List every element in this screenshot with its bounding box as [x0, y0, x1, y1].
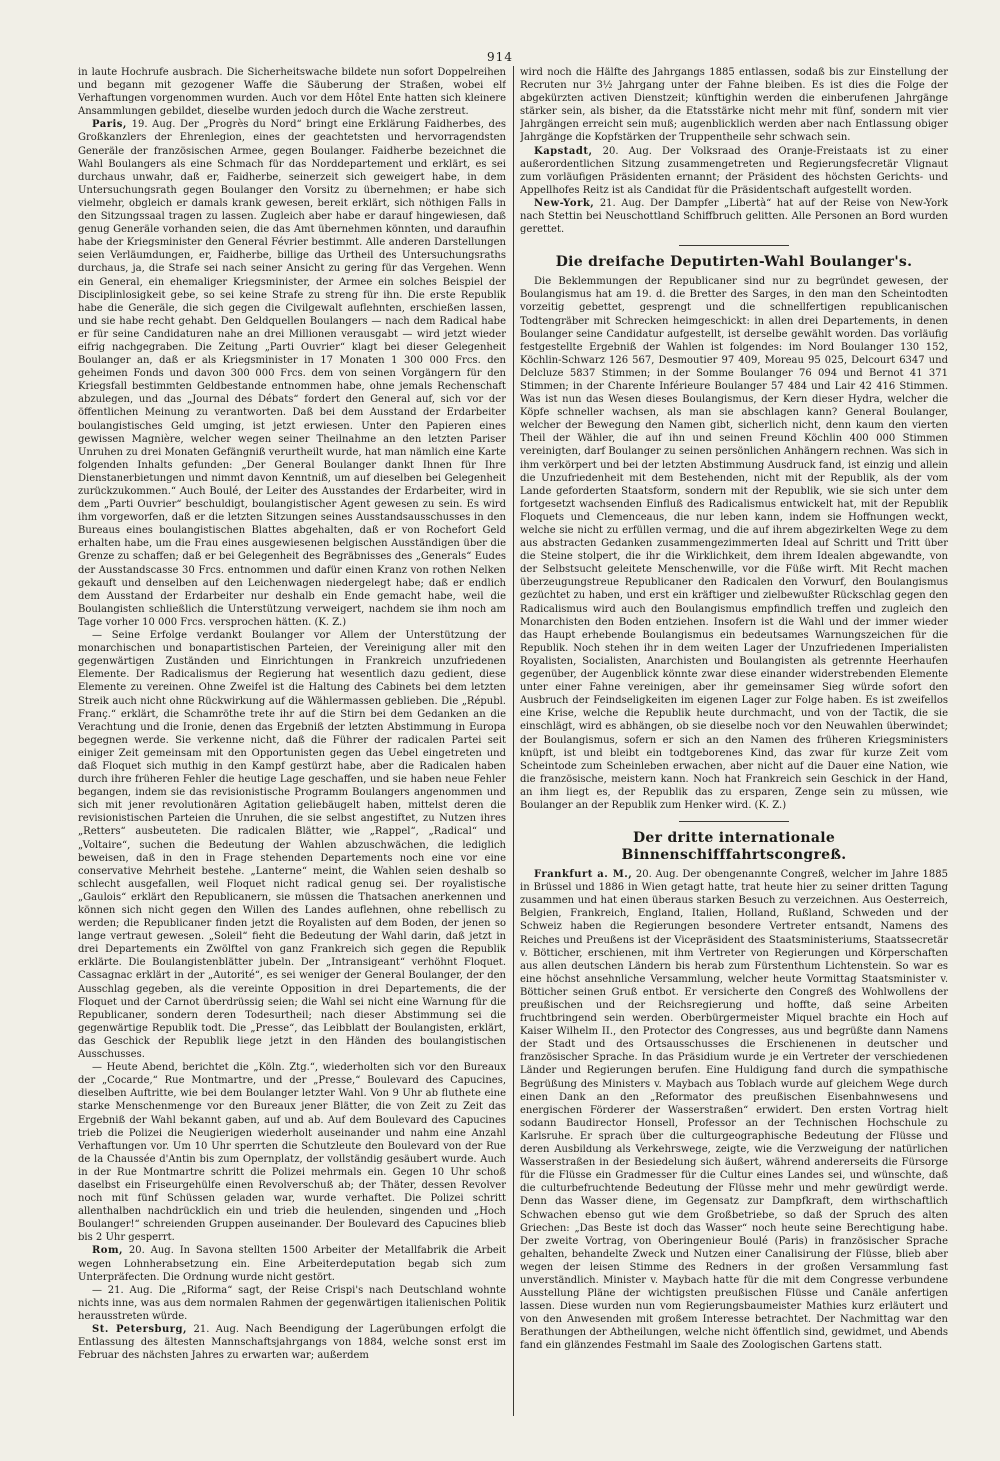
- dateline-newyork: New-York,: [534, 197, 595, 209]
- article-text: — 21. Aug. Die „Riforma“ sagt, der Reise Crispi's nach Deutschland wohnte nichts inne, was aus dem normalen Rahmen der gegenwärtigen italienischen Politik herausstreten würde.: [78, 1284, 506, 1322]
- page-number: 914: [487, 50, 513, 64]
- article-text: 20. Aug. Der Volksraad des Oranje-Freistaats ist zu einer außerordentlichen Sitzung zusammengetreten und Regierungsfecretär Vlignaut zum vorläufigen Präsidenten ernannt; der Präsident des höchsten Gerichts- und Appellhofes Reitz ist als Candidat für die Präsidentschaft aufgestellt worden.: [520, 145, 948, 196]
- article-text: wird noch die Hälfte des Jahrgangs 1885 entlassen, sodaß bis zur Einstellung der Recruten nur 3½ Jahrgang unter der Fahne bleiben. Es ist dies die Folge der abgekürzten activen Dienstzeit; künftighin werden die einberufenen Jahrgänge stärker sein, als bisher, da die Etatsstärke nicht mehr mit fünf, sondern mit vier Jahrgängen erreicht sein muß; augenblicklich werden aber nach Entlassung obiger Jahrgänge die Kopfstärken der Truppentheile sehr schwach sein.: [520, 67, 948, 144]
- dateline-rom: Rom,: [92, 1245, 124, 1257]
- dateline-petersburg: St. Petersburg,: [92, 1324, 188, 1335]
- article-text: 20. Aug. In Savona stellten 1500 Arbeiter der Metallfabrik die Arbeit wegen Lohnherabsetzung ein. Eine Arbeiterdeputation begab sich zum Unterpräfecten. Die Ordnung wurde nicht gestört.: [78, 1245, 506, 1283]
- column-divider: [513, 66, 514, 1416]
- dispatch-petersburg: [78, 1323, 506, 1362]
- article-text: 21. Aug. Nach Beendigung der Lagerübungen erfolgt die Entlassung des ältesten Mannschaftsjahrgangs von 1884, welche sonst erst im Februar des nächsten Jahres zu erwarten war; außerdem: [78, 1324, 506, 1362]
- left-column: [78, 66, 506, 1416]
- dateline-paris: Paris,: [92, 119, 127, 131]
- article-text: Die Beklemmungen der Republicaner sind nur zu begründet gewesen, der Boulangismus hat am 19. d. die Bretter des Sarges, in den man den Scheintodten vorzeitig gebettet, gesprengt und die schnellfertigen republicanischen Todtengräber mit Schrecken heimgeschickt: in allen drei Departements, in denen Boulanger seine Candidatur aufgestellt, ist derselbe gewählt worden. Das vorläufig festgestellte Ergebniß der Wahlen ist folgendes: im Nord Boulanger 130 152, Köchlin-Schwarz 126 567, Desmoutier 97 409, Moreau 95 025, Delcourt 6347 und Delcluze 5837 Stimmen; in der Somme Boulanger 76 094 und Bernot 41 371 Stimmen; in der Charente Inférieure Boulanger 57 484 und Lair 42 416 Stimmen. Was ist nun das Wesen dieses Boulangismus, der Kern dieser Hydra, welcher die Köpfe schneller wachsen, als man sie abschlagen kann? General Boulanger, welcher der Bewegung den Namen gibt, sicherlich nicht, denn kaum den vierten Theil der Wähler, die auf ihn und seinen Freund Köchlin 400 000 Stimmen vereinigten, darf Boulanger zu seinen persönlichen Anhängern rechnen. Was sich in ihm verkörpert und bei der letzten Abstimmung Ausdruck fand, ist einzig und allein die Unzufriedenheit mit dem Bestehenden, nicht mit der Republik, als der vom Lande geforderten Staatsform, sondern mit der Republik, wie sie sich unter dem fortgesetzt wachsenden Einfluß des Radicalismus entwickelt hat, mit der Republik Floquets und Clemenceaus, die nur leben kann, indem sie Hoffnungen weckt, welche sie nicht zu erfüllen vermag, und die auf ihrem abgezirkelten Wege zu dem aus abstracten Gedanken zusammengezimmerten Ideal auf Schritt und Tritt über die Steine stolpert, die ihr die Wirklichkeit, dem ihrem Idealen abgewandte, von der Selbstsucht geleitete Menschenwille, vor die Füße wirft. Mit Recht machen überzeugungstreue Republicaner den Radicalen den Vorwurf, den Boulangismus gezüchtet zu haben, und erst ein kräftiger und zielbewußter Rückschlag gegen den Radicalismus wird auch den Boulangismus empfindlich treffen und zugleich den Monarchisten den Boden entziehen. Insofern ist die Wahl und der immer wieder das Haupt erhebende Boulangismus ein bedeutsames Warnungszeichen für die Republik. Noch stehen ihr in dem weiten Lager der Unzufriedenen Imperialisten Royalisten, Socialisten, Anarchisten und Boulangisten als getrennte Heerhaufen gegenüber, der Augenblick könnte zwar diese einander widerstrebenden Elemente unter einer Fahne vereinigen, aber ihr gemeinsamer Sieg würde sofort den Ausbruch der Feindseligkeiten im eigenen Lager zur Folge haben. Es ist zweifellos eine Krise, welche die Republik heute durchmacht, und von der Tactik, die sie einschlägt, wird es abhängen, ob sie dieselbe noch vor den Neuwahlen überwindet; der Boulangismus, sofern er sich an den Namen des früheren Kriegsministers knüpft, ist und bleibt ein todtgeborenes Kind, das zwar für kurze Zeit vom Scheintode zum Scheinleben erwachen, aber nicht auf die Dauer eine Nation, wie die französische, meistern kann. Noch hat Frankreich sein Geschick in der Hand, an ihm liegt es, der Republik das zu ersparen, Zenge sein zu müssen, wie Boulanger an der Republik zum Henker wird. (K. Z.): [520, 276, 948, 811]
- section-divider: [679, 821, 789, 822]
- article-heading: Der dritte internationale Binnenschifffahrtscongreß.: [621, 830, 847, 864]
- dateline-frankfurt: Frankfurt a. M.,: [534, 869, 633, 881]
- dispatch-kapstadt: [520, 145, 948, 197]
- dispatch-newyork: [520, 197, 948, 236]
- article-text: 21. Aug. Der Dampfer „Libertà“ hat auf der Reise von New-York nach Stettin bei Neuschottland Schiffbruch gelitten. Alle Personen an Bord wurden gerettet.: [520, 197, 948, 236]
- right-column: [520, 66, 948, 1416]
- section-divider: [679, 245, 789, 246]
- article-text: in laute Hochrufe ausbrach. Die Sicherheitswache bildete nun sofort Doppelreihen und begann mit gezogener Waffe die Säuberung der Straßen, wobei elf Verhaftungen vorgenommen wurden. Auch vor dem Hôtel Ente hatten sich kleinere Ansammlungen gebildet, dieselbe wurden jedoch durch die Wache zerstreut.: [78, 67, 506, 118]
- article-text: — Heute Abend, berichtet die „Köln. Ztg.“, wiederholten sich vor den Bureaux der „Cocarde,“ Rue Montmartre, und der „Presse,“ Boulevard des Capucines, dieselben Auftritte, wie bei dem Boulanger letzter Wahl. Von 9 Uhr ab fluthete eine starke Menschenmenge vor den Bureaux jener Blätter, die von Zeit zu Zeit das Ergebniß der Wahl bekannt gaben, auf und ab. Auf dem Boulevard des Capucines trieb die Polizei die Neugierigen wiederholt auseinander und nahm eine Anzahl Verhaftungen vor. Um 10 Uhr sperrten die Schutzleute den Boulevard von der Rue de la Chaussée d'Antin bis zum Opernplatz, der vollständig gesäubert wurde. Auch in der Rue Montmartre schritt die Polizei mehrmals ein. Gegen 10 Uhr schoß daselbst ein Friseurgehülfe einen Revolverschuß ab; der Thäter, dessen Revolver noch mit fünf Schüssen geladen war, wurde verhaftet. Die Polizei schritt allenthalben nachdrücklich ein und trieb die heulenden, singenden und „Hoch Boulanger!“ schreienden Gruppen auseinander. Der Boulevard des Capucines blieb bis 2 Uhr gesperrt.: [78, 1062, 506, 1244]
- dispatch-frankfurt: [520, 868, 948, 1352]
- dispatch-paris: [78, 118, 506, 629]
- article-text: 19. Aug. Der „Progrès du Nord“ bringt eine Erklärung Faidherbes, des Großkanzlers der Ehrenlegion, eines der geachtetsten und hervorragendsten Generäle der französischen Armee, gegen Boulanger. Faidherbe bezeichnet die Wahl Boulangers als eine Schmach für das Norddepartement und erklärt, es sei durchaus unwahr, daß er, Faidherbe, seinerzeit sich geweigert habe, in dem Untersuchungsrath gegen Boulanger den Vorsitz zu übernehmen; er habe sich vielmehr, obgleich er damals krank gewesen, bereit erklärt, sich nöthigen Falls in den Sitzungssaal tragen zu lassen. Zugleich aber habe er darauf hingewiesen, daß genug Generäle vorhanden seien, die das Amt übernehmen könnten, und daraufhin habe der Kriegsminister den General Février bestimmt. Alle anderen Darstellungen seien Verläumdungen, er, Faidherbe, billige das Urtheil des Untersuchungsraths durchaus, ja, die Strafe sei nach seiner Ansicht zu gering für das Vergehen. Wenn ein General, ein ehemaliger Kriegsminister, der Armee ein solches Beispiel der Disciplinlosigkeit gebe, so sei keine Strafe zu streng für ihn. Die erste Republik habe die Generäle, die sich gegen die Civilgewalt auflehnten, erschießen lassen, und sie habe recht gehabt. Den Geldquellen Boulangers — nach dem Radical habe er für seine Candidaturen nahe an drei Millionen verausgabt — wird jetzt wieder eifrig nachgegraben. Die Zeitung „Parti Ouvrier“ klagt bei dieser Gelegenheit Boulanger an, daß er als Kriegsminister in 17 Monaten 1 300 000 Frcs. den geheimen Fonds und davon 300 000 Frcs. dem von seinen Vorgängern für den Kriegsfall bestimmten Geldbestande entnommen habe, ohne jemals Rechenschaft abzulegen, und das „Journal des Débats“ fordert den General auf, sich vor der öffentlichen Meinung zu verantworten. Daß bei dem Ausstand der Erdarbeiter boulangistisches Geld umging, ist jetzt erwiesen. Unter den Papieren eines gewissen Magnière, welcher wegen seiner Theilnahme an den letzten Pariser Unruhen zu drei Monaten Gefängniß verurtheilt wurde, hat man nämlich eine Karte folgenden Inhalts gefunden: „Der General Boulanger dankt Ihnen für Ihre Dienstanerbietungen und nimmt davon Kenntniß, um auf dieselben bei Gelegenheit zurückzukommen.“ Auch Boulé, der Leiter des Ausstandes der Erdarbeiter, wird in dem „Parti Ouvrier“ beschuldigt, boulangistischer Agent gewesen zu sein. Es wird ihm vorgeworfen, daß er die letzten Sitzungen seines Ausstandsausschusses in den Bureaus eines boulangistischen Blattes abgehalten, daß er von Rochefort Geld erhalten habe, um die Frau eines ausgewiesenen belgischen Ausständigen über die Grenze zu schaffen; daß er bei Gelegenheit des Begräbnisses des „Generals“ Eudes der Ausstandscasse 30 Frcs. entnommen und dafür einen Kranz von rothen Nelken gekauft und denselben auf den Leichenwagen niedergelegt habe; daß er endlich dem Ausstand der Erdarbeiter nur deshalb ein Ende gemacht habe, weil die Boulangisten schließlich die Unterstützung verweigert, nachdem sie ihm noch am Tage vorher 10 000 Frcs. versprochen hätten. (K. Z.): [78, 119, 506, 628]
- dateline-kapstadt: Kapstadt,: [534, 145, 593, 157]
- dispatch-rom: [78, 1244, 506, 1283]
- article-text: 20. Aug. Der obengenannte Congreß, welcher im Jahre 1885 in Brüssel und 1886 in Wien getagt hatte, trat heute hier zu seiner dritten Tagung zusammen und hat einen überaus starken Besuch zu verzeichnen. Aus Oesterreich, Belgien, Frankreich, England, Italien, Holland, Rußland, Schweden und der Schweiz haben die Regierungen besondere Vertreter entsandt, Namens des Reiches und Preußens ist der Vicepräsident des Staatsministeriums, Staatssecretär v. Bötticher, erschienen, mit ihm Vertreter von Regierungen und Körperschaften aus allen deutschen Ländern bis herab zum Fürstenthum Lichtenstein. So war es eine höchst ansehnliche Versammlung, welcher heute Vormittag Staatsminister v. Bötticher seinen Gruß entbot. Er versicherte den Congreß des Wohlwollens der preußischen und der Reichsregierung und hoffte, daß seine Arbeiten fruchtbringend sein werden. Oberbürgermeister Miquel brachte ein Hoch auf Kaiser Wilhelm II., den Protector des Congresses, aus und begrüßte dann Namens der Stadt und des Ortsausschusses die Erschienenen in deutscher und französischer Sprache. In das Präsidium wurde je ein Vertreter der verschiedenen Länder und Regierungen berufen. Eine Huldigung fand durch die sympathische Begrüßung des Ministers v. Maybach aus Toblach wurde auf gleichem Wege durch einen Dank an den „Reformator des preußischen Eisenbahnwesens und energischen Förderer der Wasserstraßen“ erwidert. Den ersten Vortrag hielt sodann Baudirector Honsell, Professor an der Technischen Hochschule zu Karlsruhe. Er sprach über die culturgeographische Bedeutung der Flüsse und deren Ausbildung als Verkehrswege, zeigte, wie die Verzweigung der natürlichen Wasserstraßen in der Besiedelung sich äußert, während andererseits die Fürsorge für die Flüsse ein Gradmesser für die Cultur eines Landes sei, und wünschte, daß die culturbefruchtende Bedeutung der Flüsse mehr und mehr gewürdigt werde. Denn das Wasser diene, im Gegensatz zur Dampfkraft, dem wirthschaftlich Schwachen ebenso gut wie dem Großbetriebe, so daß der Spruch des alten Griechen: „Das Beste ist doch das Wasser“ noch heute seine Berechtigung habe. Der zweite Vortrag, von Oberingenieur Boulé (Paris) in französischer Sprache gehalten, behandelte Zweck und Nutzen einer Canalisirung der Flüsse, blieb aber wegen der leisen Stimme des Redners in der großen Versammlung fast unverständlich. Minister v. Maybach hatte für die mit dem Congresse verbundene Ausstellung Pläne der wichtigsten preußischen Flüsse und Canäle anfertigen lassen. Diese wurden nun vom Regierungsbaumeister Mathies kurz erläutert und von den Anwesenden mit großem Interesse betrachtet. Der Nachmittag war den Berathungen der Abtheilungen, welche nicht öffentlich sind, gewidmet, und Abends fand ein glänzendes Festmahl im Saale des Zoologischen Gartens statt.: [520, 869, 948, 1352]
- article-text: — Seine Erfolge verdankt Boulanger vor Allem der Unterstützung der monarchischen und bonapartistischen Parteien, der Vereinigung aller mit den gegenwärtigen Zuständen und Einrichtungen in Frankreich unzufriedenen Elemente. Der Radicalismus der Regierung hat wesentlich dazu gedient, diese Elemente zu vereinen. Ohne Zweifel ist die Haltung des Cabinets bei dem letzten Streik auch nicht ohne Rückwirkung auf die Wählermassen geblieben. Die „Républ. Franç.“ erklärt, die Schamröthe trete ihr auf die Stirn bei dem Gedanken an die Verachtung und die Ironie, denen das Ergebniß der letzten Abstimmung in Europa begegnen werde. Sie verkenne nicht, daß die Führer der radicalen Partei seit einiger Zeit gemeinsam mit den Opportunisten gegen das Uebel eingetreten und daß Floquet sich muthig in den Kampf gestürzt habe, aber die Radicalen haben durch ihre früheren Fehler die heutige Lage geschaffen, und sie haben neue Fehler begangen, indem sie das revisionistische Programm Boulangers angenommen und sich mit jener revolutionären Agitation geliebäugelt haben, mittelst deren die revisionistischen Parteien die Unruhen, die sie selbst angestiftet, zu Nutzen ihres „Retters“ ausbeuteten. Die radicalen Blätter, wie „Rappel“, „Radical“ und „Voltaire“, suchen die Bedeutung der Wahlen abzuschwächen, die lediglich beweisen, daß in den in Frage stehenden Departements noch eine vor eine conservative Mehrheit bestehe. „Lanterne“ meint, die Wahlen seien deshalb so schlecht ausgefallen, weil Floquet nicht radical genug sei. Der royalistische „Gaulois“ erklärt den Republicanern, sie müssen die Thatsachen anerkennen und können sich nicht gegen den Willen des Landes auflehnen, ohne rebellisch zu werden; die Republicaner finden jetzt die Royalisten auf dem Boden, der jenen so lange vertraut gewesen. „Soleil“ fieht die Bedeutung der Wahl darin, daß jetzt in drei Departements ein Zwölftel von ganz Frankreich sich gegen die Republik erklärte. Die Boulangistenblätter jubeln. Der „Intransigeant“ verhöhnt Floquet. Cassagnac erklärt in der „Autorité“, es sei weniger der General Boulanger, der den Ausschlag gegeben, als die vereinte Opposition in drei Departements, die der Floquet und der Carnot überdrüssig seien; die Wahl sei nicht eine Warnung für die Republicaner, sondern deren Todesurtheil; nach dieser Abstimmung sei die gegenwärtige Republik todt. Die „Presse“, das Leibblatt der Boulangisten, erklärt, das Geschick der Republik liege jetzt in den Händen des boulangistischen Ausschusses.: [78, 630, 506, 1061]
- article-heading: Die dreifache Deputirten-Wahl Boulanger's.: [555, 254, 913, 271]
